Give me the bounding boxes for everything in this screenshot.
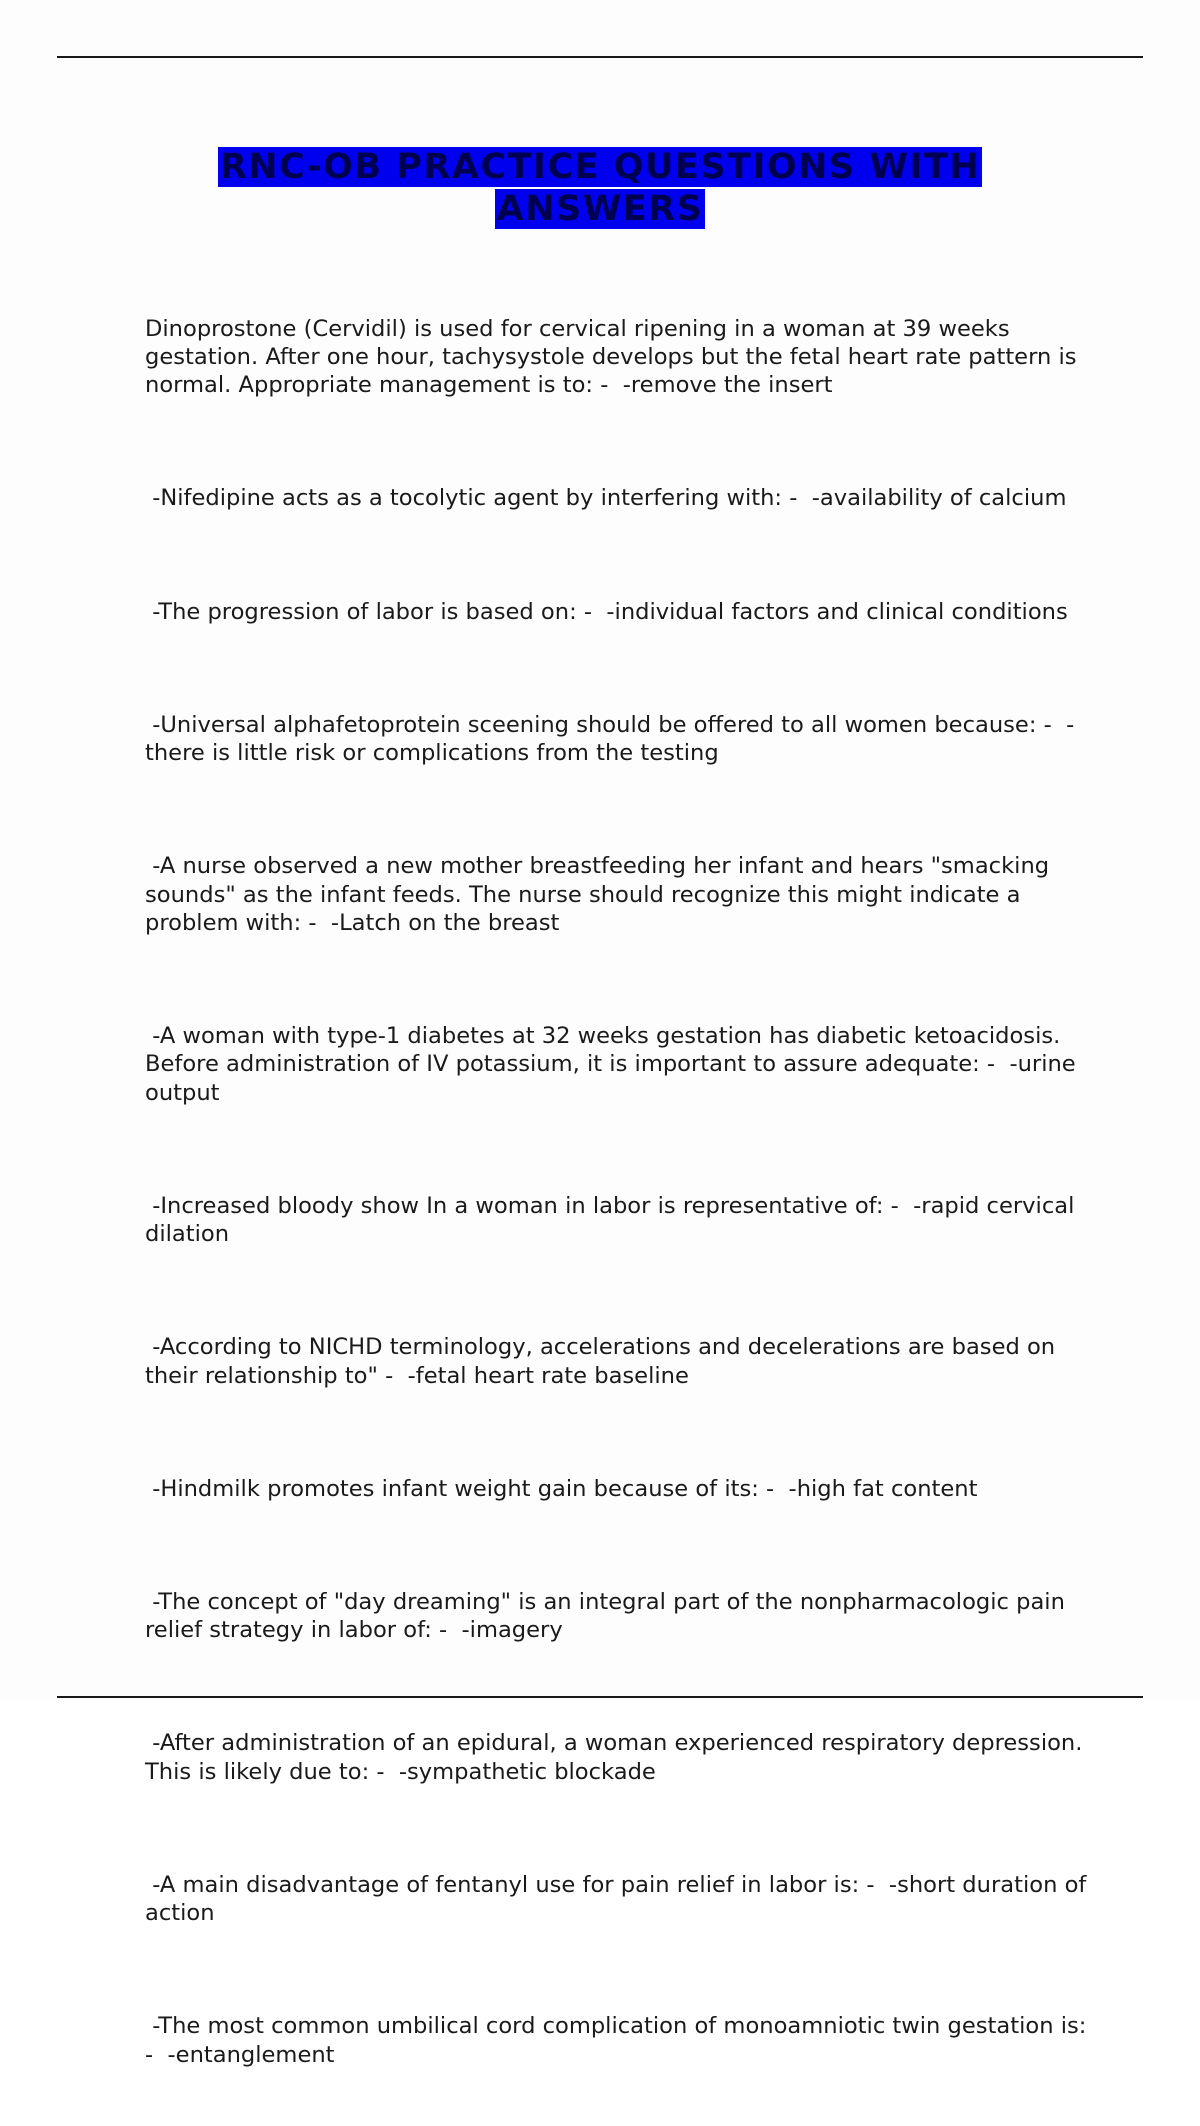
question-answer-list [145, 258, 1095, 2126]
title-highlight-line-2: ANSWERS [496, 189, 704, 229]
qa-item: -After administration of an epidural, a woman experienced respiratory depression. This is likely due to: - -sympathetic blockade [145, 1730, 1090, 1785]
qa-item: -Nifedipine acts as a tocolytic agent by interfering with: - -availability of calcium [145, 485, 1067, 512]
qa-item: -A woman with type-1 diabetes at 32 weeks gestation has diabetic ketoacidosis. Before administration of IV potassium, it is important to assure adequate: - -urine output [145, 1023, 1083, 1106]
qa-item: -Universal alphafetoprotein sceening should be offered to all women because: - -there is little risk or complications from the testing [145, 711, 1075, 767]
qa-item: -Increased bloody show In a woman in labor is representative of: - -rapid cervical dilation [145, 1192, 1082, 1248]
qa-item: -The concept of "day dreaming" is an integral part of the nonpharmacologic pain relief strategy in labor of: - -imagery [145, 1588, 1073, 1644]
qa-item: -A main disadvantage of fentanyl use for pain relief in labor is: - -short duration of action [145, 1871, 1094, 1927]
qa-item: -Hindmilk promotes infant weight gain because of its: - -high fat content [145, 1475, 978, 1502]
qa-item: -The most common umbilical cord complication of monoamniotic twin gestation is: - -entanglement [145, 2013, 1094, 2068]
top-rule [57, 56, 1143, 58]
qa-item: -A nurse observed a new mother breastfeeding her infant and hears "smacking sounds" as the infant feeds. The nurse should recognize this might indicate a problem with: - -Latch on the breast [145, 853, 1057, 936]
title-highlight-line-1: RNC-OB PRACTICE QUESTIONS WITH [219, 147, 981, 187]
qa-item: -According to NICHD terminology, accelerations and decelerations are based on their relationship to" - -fetal heart rate baseline [145, 1334, 1063, 1389]
bottom-rule [57, 1696, 1143, 1698]
qa-item: Dinoprostone (Cervidil) is used for cervical ripening in a woman at 39 weeks gestation. After one hour, tachysystole develops but the fetal heart rate pattern is normal. Appropriate management is to: - -remove the insert [145, 315, 1084, 399]
page-title [145, 146, 1055, 230]
qa-item: -The progression of labor is based on: - -individual factors and clinical conditions [145, 598, 1068, 625]
